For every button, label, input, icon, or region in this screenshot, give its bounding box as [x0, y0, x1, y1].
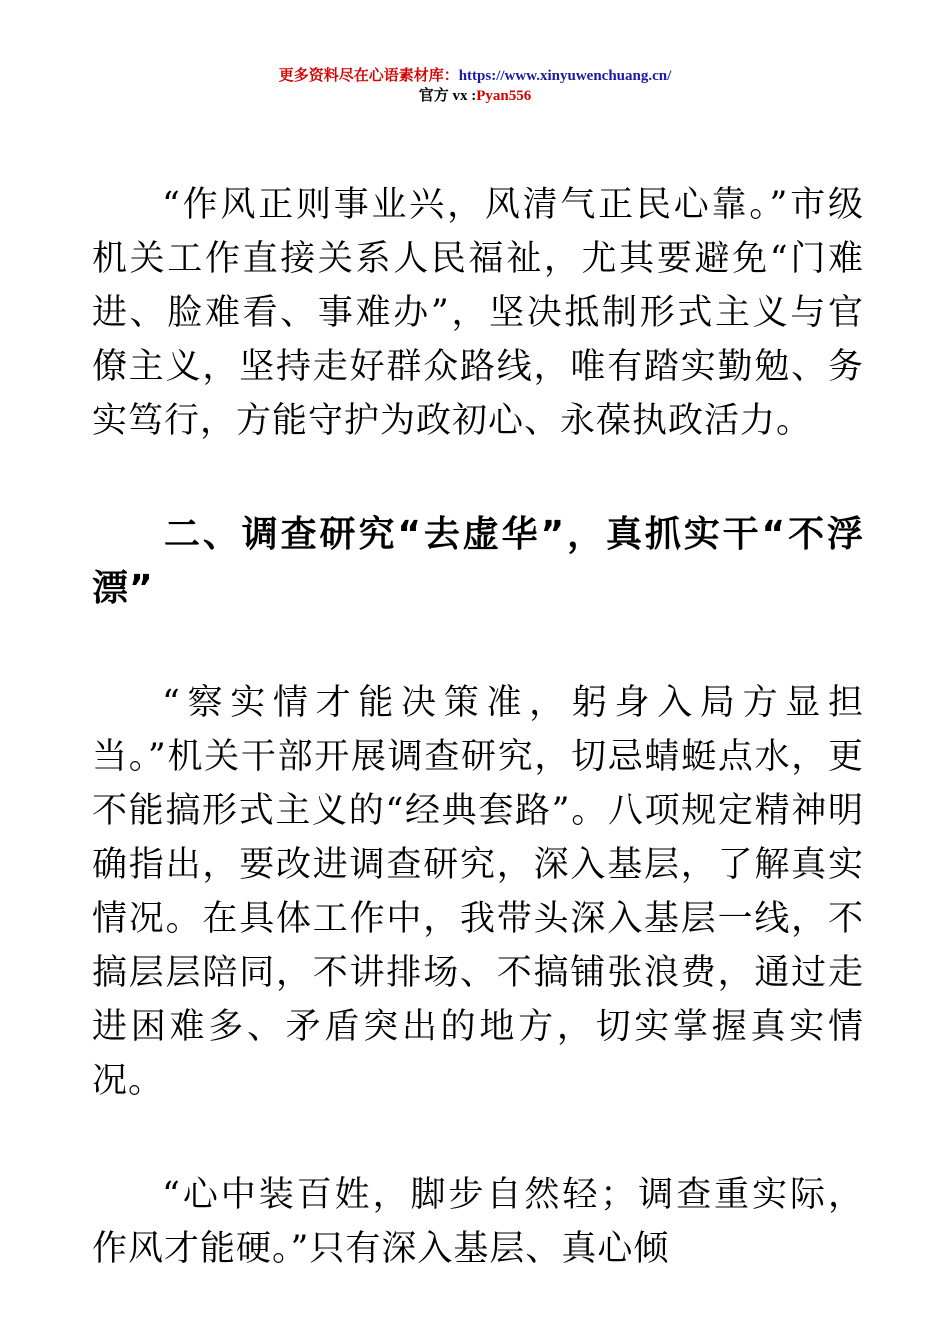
section-heading: 二、调查研究“去虚华”，真抓实干“不浮漂”	[92, 514, 864, 609]
paragraph-2: “察实情才能决策准，躬身入局方显担当。”机关干部开展调查研究，切忌蜻蜓点水，更不能搞形式主义的“经典套路”。八项规定精神明确指出，要改进调查研究，深入基层，了解真实情况。在具体工作中，我带头深入基层一线，不搞层层陪同，不讲排场、不搞铺张浪费，通过走进困难多、矛盾突出的地方，切实掌握真实情况。	[92, 683, 864, 1101]
header-wechat-id: Pyan556	[476, 88, 532, 104]
paragraph-3: “心中装百姓，脚步自然轻；调查重实际，作风才能硬。”只有深入基层、真心倾	[92, 1175, 864, 1269]
header-source-link[interactable]: https://www.xinyuwenchuang.cn/	[458, 68, 672, 84]
header-source-label: 更多资料尽在心语素材库：	[278, 68, 459, 84]
header-line-2	[0, 86, 950, 106]
page-header	[0, 66, 950, 106]
paragraph-1: “作风正则事业兴，风清气正民心靠。”市级机关工作直接关系人民福祉，尤其要避免“门难进、脸难看、事难办”，坚决抵制形式主义与官僚主义，坚持走好群众路线，唯有踏实勤勉、务实笃行，方能守护为政初心、永葆执政活力。	[92, 185, 864, 441]
header-line-1	[0, 66, 950, 86]
header-wechat-label: 官方 vx :	[418, 88, 477, 104]
document-body	[92, 178, 864, 1276]
